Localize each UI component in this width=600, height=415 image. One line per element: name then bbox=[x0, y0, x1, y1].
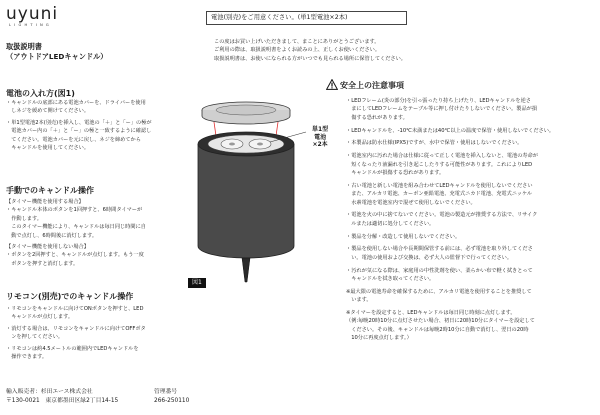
safety-item bbox=[346, 245, 554, 262]
battery-cover-illustration bbox=[202, 102, 290, 124]
safety-line: ・製品を使用しない場合や長期間保管する前には、必ず電池を取り外してくださ bbox=[346, 246, 533, 253]
candle-body-illustration bbox=[198, 132, 294, 258]
document-title bbox=[6, 42, 108, 62]
body-line: ・キャンドル本体のボタンを1回押すと、6時間タイマーが bbox=[6, 207, 143, 214]
body-line: ・キャンドルの底部にある電池カバーを、ドライバーを使用 bbox=[6, 100, 146, 106]
safety-item bbox=[346, 309, 554, 343]
safety-item bbox=[346, 152, 554, 177]
body-line: 電池カバー内の「＋」と「ー」の極と一致するように確認し bbox=[6, 128, 152, 135]
body-line: ・単1型電池2本(別売)を挿入し、電池の「＋」と「ー」の極が bbox=[6, 119, 152, 126]
management-info bbox=[154, 388, 189, 405]
safety-notes bbox=[346, 97, 554, 347]
safety-line: キャンドルが損傷する恐れがあります。 bbox=[346, 170, 445, 177]
battery-section-heading: 電池の入れ方(図1) bbox=[6, 89, 75, 98]
safety-line: 水素電池を電池室内で混ぜて使用しないでください。 bbox=[346, 199, 476, 206]
logo-wordmark: uyuni bbox=[6, 4, 59, 24]
callout-line: 単1型 bbox=[312, 126, 329, 133]
manual-section-heading: 手動でのキャンドル操作 bbox=[6, 186, 94, 195]
safety-line: います。 bbox=[346, 297, 372, 304]
body-line: ・リモコンは約4.5メートルの範囲内でLEDキャンドルを bbox=[6, 345, 139, 352]
intro-line: 取扱説明書は、お使いになられる方がいつでも見られる場所に保管してください。 bbox=[214, 55, 406, 62]
body-line: このタイマー機能により、キャンドルは毎日同じ時間に自 bbox=[6, 224, 146, 231]
management-label: 管理番号 bbox=[154, 389, 178, 395]
safety-line: ・電池を火の中に捨てないでください。電池の製造元が推奨する方法で、リサイク bbox=[346, 212, 538, 219]
safety-line: ・LEDフレーム(炎の部分)を引っ張ったり持ち上げたり、LEDキャンドルを逆さ bbox=[346, 98, 531, 104]
safety-item bbox=[346, 211, 554, 228]
importer-label: 輸入販売者：杉田エース株式会社 bbox=[6, 389, 93, 395]
remote-section-heading: リモコン(別売)でのキャンドル操作 bbox=[6, 292, 134, 301]
safety-line: ルまたは適切に処分してください。 bbox=[346, 220, 435, 227]
safety-line: ・電池室内に汚れた場合は仕様に従って正しく電池を挿入しないと、電池の寿命が bbox=[346, 153, 538, 160]
safety-line: ・本製品は防水仕様(IPX5)ですが、水中で保管・使用はしないでください。 bbox=[346, 140, 523, 147]
document-title-main: 取扱説明書 bbox=[6, 42, 42, 51]
safety-item bbox=[346, 267, 554, 284]
safety-line: 短くなったり液漏れを引き起こしたりする可能性があります。これによりLED bbox=[346, 161, 533, 168]
intro-text bbox=[214, 38, 406, 63]
body-line: てください。電池カバーを元に戻し、ネジを締めてから bbox=[6, 136, 141, 143]
safety-line: ・製品を分解・改造して使用しないでください。 bbox=[346, 233, 461, 240]
safety-item bbox=[346, 97, 554, 122]
brand-logo bbox=[6, 5, 76, 27]
safety-line: い。電池の使用および交換は、必ず大人の監督下で行ってください。 bbox=[346, 254, 513, 261]
body-line: ・消灯する場合は、リモコンをキャンドルに向けてOFFボタ bbox=[6, 325, 146, 332]
safety-line: ※タイマーを設定すると、LEDキャンドルは毎日同じ時刻に点灯します。 bbox=[346, 310, 516, 317]
safety-line: （例:毎晩20時10分に点灯させたい場合、初日に20時10分にタイマーを設定して bbox=[346, 318, 535, 325]
safety-line: 傷する恐れがあります。 bbox=[346, 114, 408, 121]
battery-callout bbox=[312, 126, 328, 149]
management-number: 266-250110 bbox=[154, 397, 190, 404]
callout-line: ×2本 bbox=[312, 141, 328, 148]
body-line: ボタンを押すと消灯します。 bbox=[6, 260, 79, 267]
intro-line: この度はお買い上げいただきまして、まことにありがとうございます。 bbox=[214, 39, 380, 45]
intro-line: ご利用の際は、取扱説明書をよくお読みの上、正しくお使いください。 bbox=[214, 47, 381, 54]
body-line: ・ボタンを2回押すと、キャンドルが点灯します。もう一度 bbox=[6, 252, 144, 259]
warning-triangle-icon bbox=[326, 79, 338, 90]
safety-line: まにしてLEDフレームをテーブル等に押し付けたりしないでください。製品が損 bbox=[346, 106, 538, 113]
logo-subtitle: LIGHTING bbox=[9, 23, 52, 27]
body-line: 動で点灯し、6時間後に消灯します。 bbox=[6, 232, 98, 239]
remote-section-body bbox=[6, 305, 146, 361]
safety-line: ※最大限の電池寿命を確保するために、アルカリ電池を使用することを推奨して bbox=[346, 288, 532, 295]
safety-line: また、アルカリ電池、カーボン亜鉛電池、充電式ニカド電池、充電式ニッケル bbox=[346, 191, 533, 198]
importer-address: 〒130-0021 東京都墨田区緑2丁目14-15 bbox=[6, 397, 119, 404]
footer bbox=[6, 388, 190, 405]
body-line: 【タイマー機能を使用しない場合】 bbox=[6, 244, 89, 251]
safety-heading: 安全上の注意事項 bbox=[340, 81, 404, 90]
body-line: しネジを緩めて開けてください。 bbox=[6, 108, 90, 115]
safety-item bbox=[346, 182, 554, 207]
safety-item bbox=[346, 288, 554, 305]
figure-label: 図1 bbox=[188, 278, 206, 288]
safety-line: ください。その後、キャンドルは毎晩2時10分に自動で消灯し、翌日の20時 bbox=[346, 326, 529, 333]
callout-line: 電池 bbox=[314, 133, 327, 141]
body-line: 操作できます。 bbox=[6, 354, 48, 361]
body-line: ・リモコンをキャンドルに向けてONボタンを押すと、LED bbox=[6, 306, 144, 312]
document-title-sub: （アウトドアLEDキャンドル） bbox=[6, 52, 108, 61]
battery-section-body bbox=[6, 99, 152, 152]
safety-item bbox=[346, 127, 554, 135]
safety-item bbox=[346, 139, 554, 147]
battery-notice-box: 電池(別売)をご用意ください。(単1型電池×2本) bbox=[206, 11, 407, 25]
body-line: 作動します。 bbox=[6, 215, 42, 222]
manual-section-body bbox=[6, 198, 146, 268]
safety-line: ・汚れが気になる際は、家庭用の中性洗剤を使い、柔らかい布で軽く拭きとって bbox=[346, 267, 533, 274]
safety-line: ・LEDキャンドルを、-10℃未満または40℃以上の温度で保管・使用しないでください。 bbox=[346, 127, 555, 134]
body-line: 【タイマー機能を使用する場合】 bbox=[6, 199, 84, 205]
candle-figure bbox=[186, 96, 334, 288]
safety-item bbox=[346, 233, 554, 241]
safety-line: キャンドルを拭き取ってください。 bbox=[346, 276, 435, 283]
body-line: キャンドルを使用してください。 bbox=[6, 145, 90, 152]
safety-line: ・古い電池と新しい電池を組み合わせてLEDキャンドルを使用しないでください bbox=[346, 182, 533, 189]
safety-line: 10分に再度点灯します。） bbox=[346, 335, 412, 342]
body-line: キャンドルが点灯します。 bbox=[6, 314, 74, 321]
body-line: ンを押してください。 bbox=[6, 334, 64, 341]
